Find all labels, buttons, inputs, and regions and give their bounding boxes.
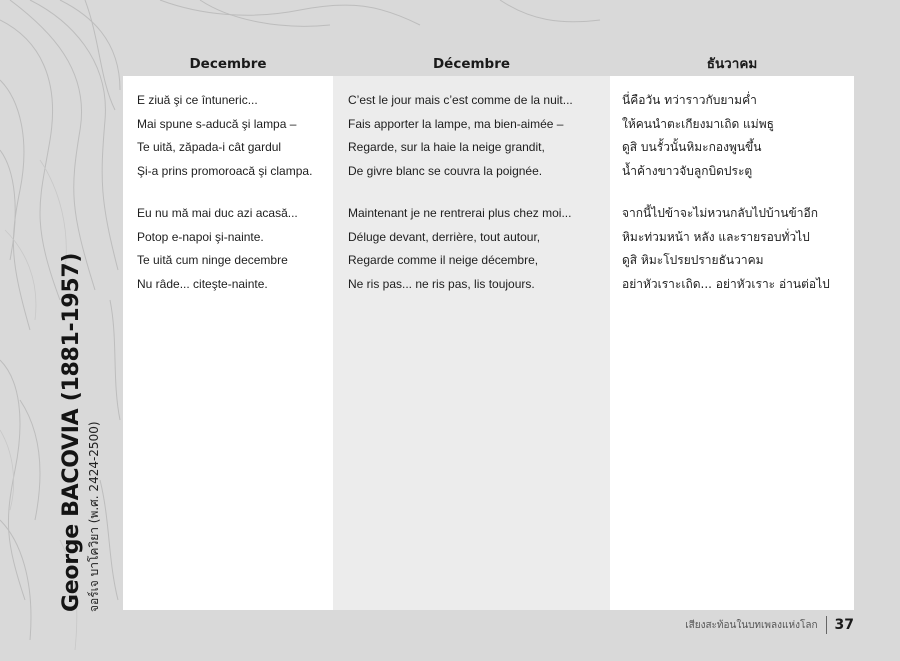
column-romanian: [123, 76, 333, 610]
poem-line: หิมะท่วมหน้า หลัง และรายรอบทั่วไป: [622, 229, 810, 244]
poem-line: ดูสิ บนรั้วนั้นหิมะกองพูนขึ้น: [622, 140, 762, 154]
heading-french: Décembre: [432, 56, 511, 72]
stanza: [622, 202, 854, 296]
poem-table: [123, 76, 854, 610]
poem-line: Şi-a prins promoroacă şi clampa.: [137, 163, 313, 178]
poem-line: E ziuă şi ce întuneric...: [137, 93, 258, 107]
page-footer: [685, 612, 854, 638]
poem-line: Regarde comme il neige décembre,: [348, 253, 539, 267]
page-number: 37: [834, 617, 854, 633]
poem-line: จากนี้ไปข้าจะไม่หวนกลับไปบ้านข้าอีก: [622, 206, 818, 220]
poem-line: Potop e-napoi şi-nainte.: [137, 229, 264, 244]
poem-line: Nu râde... citeşte-nainte.: [137, 276, 268, 291]
heading-romanian: Decembre: [189, 56, 267, 72]
poem-line: Regarde, sur la haie la neige grandit,: [348, 140, 545, 154]
stanza: [137, 89, 333, 183]
poem-line: C’est le jour mais c’est comme de la nuit...: [348, 93, 573, 107]
poem-line: น้ำค้างขาวจับลูกบิดประตู: [622, 163, 753, 178]
poem-line: Mai spune s-aducă şi lampa –: [137, 116, 297, 131]
author-thai-name-dates: จอร์เจ บาโควิยา (พ.ศ. 2424-2500): [87, 421, 101, 612]
poem-line: ดูสิ หิมะโปรยปรายธันวาคม: [622, 253, 764, 267]
footer-divider: [826, 616, 827, 634]
poem-line: ให้คนนำตะเกียงมาเถิด แม่พธู: [622, 116, 774, 131]
author-block: [58, 252, 108, 612]
poem-line: Fais apporter la lampe, ma bien-aimée –: [348, 116, 564, 131]
poem-line: นี่คือวัน ทว่าราวกับยามค่ำ: [622, 93, 757, 107]
stanza: [622, 89, 854, 183]
stanza: [348, 89, 610, 183]
column-headers: [123, 52, 854, 76]
poem-line: Ne ris pas... ne ris pas, lis toujours.: [348, 276, 535, 291]
poem-line: De givre blanc se couvra la poignée.: [348, 163, 543, 178]
poem-line: อย่าหัวเราะเถิด... อย่าหัวเราะ อ่านต่อไป: [622, 276, 830, 291]
heading-thai: ธันวาคม: [706, 56, 758, 72]
poem-line: Déluge devant, derrière, tout autour,: [348, 229, 541, 244]
poem-line: Maintenant je ne rentrerai plus chez moi...: [348, 206, 572, 220]
poem-line: Eu nu mă mai duc azi acasă...: [137, 206, 298, 220]
stanza: [137, 202, 333, 296]
stanza: [348, 202, 610, 296]
poem-line: Te uită, zăpada-i cât gardul: [137, 140, 282, 154]
author-name: George BACOVIA (1881-1957): [59, 252, 84, 612]
column-french: [333, 76, 610, 610]
book-title: เสียงสะท้อนในบทเพลงแห่งโลก: [685, 619, 818, 631]
column-thai: [610, 76, 854, 610]
poem-line: Te uită cum ninge decembre: [137, 253, 288, 267]
